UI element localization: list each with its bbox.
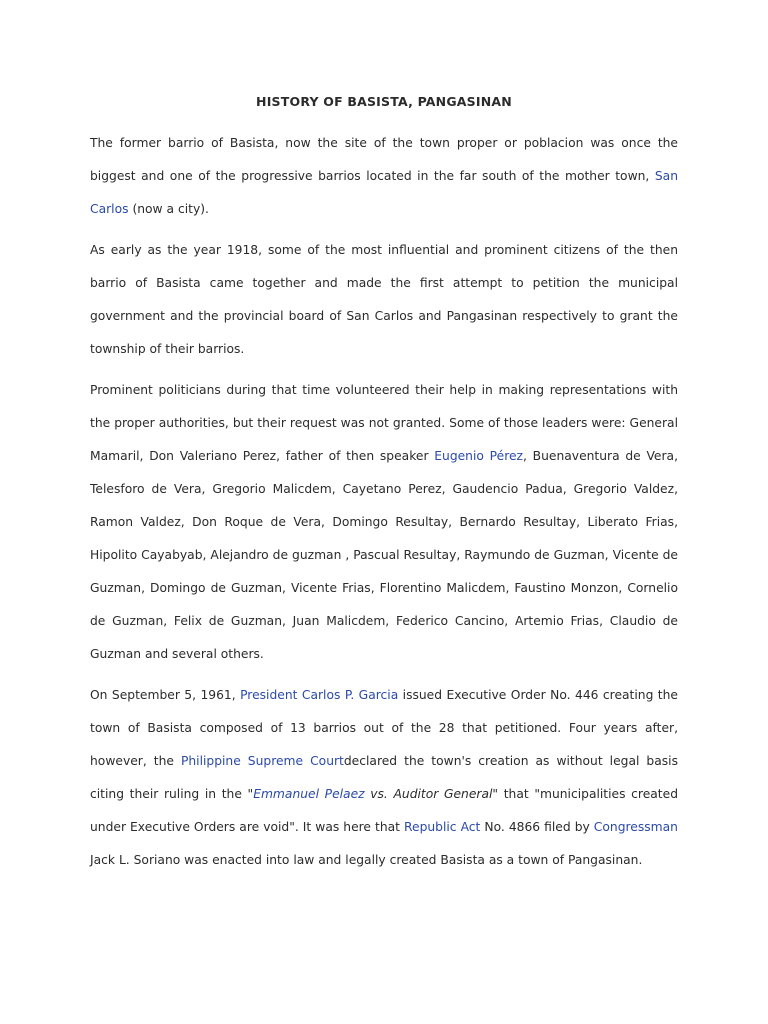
link-emmanuel-pelaez-text: Emmanuel Pelaez	[253, 787, 365, 801]
link-president-carlos-garcia[interactable]: President Carlos P. Garcia	[240, 688, 399, 702]
link-philippine-supreme-court[interactable]: Philippine Supreme Court	[180, 754, 344, 768]
link-congressman[interactable]: Congressman	[593, 820, 678, 834]
italic-auditor-general: Auditor General	[393, 787, 493, 801]
paragraph-4	[90, 679, 678, 877]
paragraph-text: (now a city).	[128, 202, 209, 216]
link-republic-act[interactable]: Republic Act	[404, 820, 481, 834]
paragraph-text: " that "municipalities created under Executive Orders are void". It was here that	[90, 787, 678, 834]
paragraph-2: As early as the year 1918, some of the most influential and prominent citizens of the then barrio of Basista came together and made the first attempt to petition the municipal government and the provincial board of San Carlos and Pangasinan respectively to grant the township of their barrios.	[90, 243, 678, 356]
link-eugenio-perez[interactable]: Eugenio Pérez	[434, 449, 524, 463]
paragraph-text: On September 5, 1961,	[90, 688, 241, 702]
link-emmanuel-pelaez[interactable]	[253, 787, 364, 801]
paragraph-3	[90, 374, 678, 671]
paragraph-text: issued Executive Order No. 446 creating the town of Basista composed of 13 barrios out of the 28 that petitioned. Four years after, however, the	[90, 688, 678, 768]
paragraph-text: declared the town's creation as without legal basis citing their ruling in the "	[90, 754, 678, 801]
link-san-carlos[interactable]: San Carlos	[90, 169, 678, 216]
page-title: HISTORY OF BASISTA, PANGASINAN	[256, 94, 512, 109]
paragraph-1	[90, 127, 678, 226]
italic-vs: vs.	[364, 787, 394, 801]
document-page	[90, 94, 678, 885]
paragraph-text: Prominent politicians during that time volunteered their help in making representations with the proper authorities, but their request was not granted. Some of those leaders were: General Mamaril, Don Valeriano Perez, father of then speaker	[90, 383, 678, 463]
paragraph-text: The former barrio of Basista, now the site of the town proper or poblacion was once the biggest and one of the progressive barrios located in the far south of the mother town,	[90, 136, 678, 183]
paragraph-text: , Buenaventura de Vera, Telesforo de Vera, Gregorio Malicdem, Cayetano Perez, Gaudencio Padua, Gregorio Valdez, Ramon Valdez, Don Roque de Vera, Domingo Resultay, Bernardo Resultay, Liberato Frias, Hipolito Cayabyab, Alejandro de guzman , Pascual Resultay, Raymundo de Guzman, Vicente de Guzman, Domingo de Guzman, Vicente Frias, Florentino Malicdem, Faustino Monzon, Cornelio de Guzman, Felix de Guzman, Juan Malicdem, Federico Cancino, Artemio Frias, Claudio de Guzman and several others.	[90, 449, 678, 661]
paragraph-text: Jack L. Soriano was enacted into law and legally created Basista as a town of Pangasinan.	[90, 853, 643, 867]
paragraph-text: No. 4866 filed by	[480, 820, 594, 834]
